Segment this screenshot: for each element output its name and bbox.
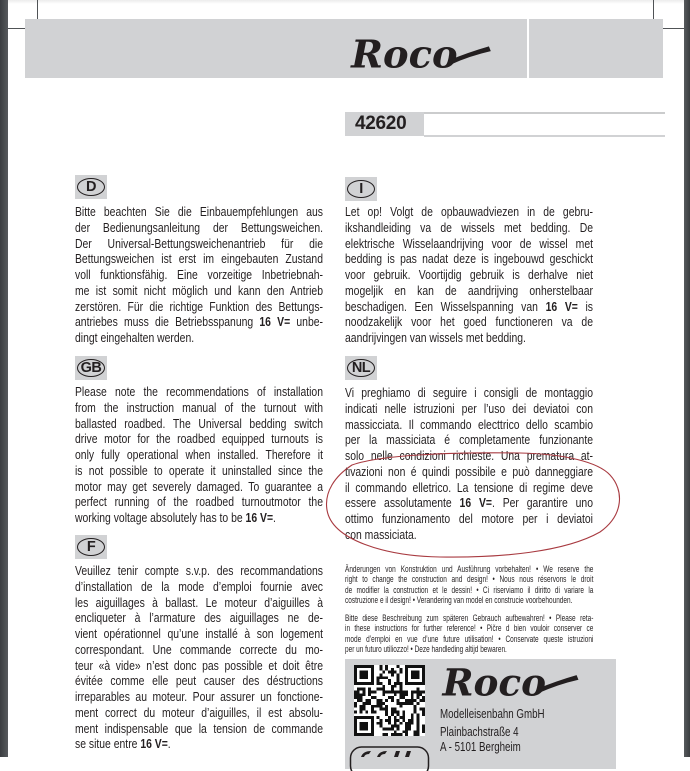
- text-line: massicciata. Il commando electtrico dello scambio: [345, 416, 593, 432]
- text-line: d’installation de la mode d’emploi fournie avec: [75, 578, 323, 594]
- text-line: Vi preghiamo di seguire i consigli de montaggio: [345, 385, 593, 400]
- text-line: mode d’emploi en vue d’une future utilisation! • Conservate queste istruzioni: [345, 633, 594, 644]
- text-line: motor may get severely damaged. To guarantee a: [75, 478, 323, 494]
- text-line: per un futuro utiliozzo! • Deze handleding altijd bewaren.: [345, 644, 507, 655]
- text-line: ment indispensable que la tension de commande: [75, 720, 323, 736]
- article-number-field: [424, 112, 665, 137]
- badge-label: D: [77, 178, 105, 196]
- text-line: costruzione e il design! • Verandering van model en construcie voorbehounden.: [345, 595, 573, 606]
- text-line: vient opérationnel qu’une installé à son logement: [75, 626, 323, 641]
- text-line: only fully operational when installed. Therefore it: [75, 447, 323, 462]
- crop-mark-top-right-horizontal: [662, 28, 684, 29]
- language-badge-nl: [345, 356, 377, 380]
- article-number-box: [345, 112, 424, 136]
- text-line: encliqueter à l’armature des aiguillages ne de-: [75, 610, 323, 626]
- qr-code: [354, 665, 425, 736]
- text-line: drive motor for the roadbed equipped turnouts is: [75, 431, 323, 447]
- language-badge-i: [345, 177, 377, 201]
- crop-mark-top-left-vertical: [37, 0, 38, 19]
- section-text-nl: [345, 385, 593, 543]
- text-line: in these instructions for further reference! • Pičre d bien vouloir conserver ce: [345, 623, 594, 634]
- text-line: se situe entre 16 V=.: [75, 736, 171, 752]
- viewer-border-right: [684, 0, 690, 757]
- text-line: bedding is pas nadat deze is ingebouwd geschickt: [345, 251, 593, 267]
- page-top-shadow: [0, 0, 690, 4]
- crop-mark-top-right-vertical: [653, 0, 654, 19]
- voltage-value: 16 V=: [140, 736, 168, 752]
- text-line: Let op! Volgt de opbauwadviezen in de gebru-: [345, 204, 593, 219]
- text-line: de modifier la construction et le dessin! • Ci riserviamo il diritto di variare la: [345, 584, 594, 595]
- header-band: [25, 19, 663, 78]
- text-line: Der Universal-Bettungsweichenantrieb für die: [75, 235, 323, 251]
- text-line: correspondant. Une commande correcte du mo-: [75, 641, 323, 657]
- text-line: der Bedienungsanleitung der Bettungsweichen.: [75, 219, 323, 235]
- footer-roco-logo-text: Roco: [441, 660, 547, 705]
- text-line: irreparables au moteur. Pour assurer un fonctione-: [75, 689, 323, 704]
- roco-logo-text: Roco: [350, 31, 458, 77]
- text-line: tivazioni non é quindi possibile e può danneggiare: [345, 463, 593, 479]
- text-line: Veuillez tenir compte s.v.p. des recommandations: [75, 563, 323, 578]
- footer-roco-logo: [440, 660, 580, 705]
- text-line: il commando elletrico. La tensione di regime deve: [345, 479, 593, 495]
- text-line: les aiguillages à ballast. Le moteur d’aiguilles à: [75, 594, 323, 610]
- header-band-separator: [527, 19, 529, 78]
- certification-mark-icon: [349, 745, 431, 771]
- language-badge-f: [75, 535, 107, 559]
- company-name: Modelleisenbahn GmbH: [440, 706, 545, 721]
- text-line: essere assolutamente 16 V=. Per garantire uno: [345, 495, 593, 511]
- text-line: Bitte diese Beschreibung zum späteren Gebrauch aufbewahren! • Please reta-: [345, 613, 594, 623]
- text-line: beschadigen. Een Wisselspanning van 16 V= is: [345, 298, 593, 314]
- voltage-value: 16 V=: [259, 314, 291, 330]
- text-line: zerstören. Für die richtige Funktion des Bettungs-: [75, 298, 323, 314]
- badge-label: GB: [77, 359, 105, 377]
- viewer-border-left: [0, 0, 8, 757]
- text-line: Bitte beachten Sie die Einbauempfehlungen aus: [75, 204, 323, 219]
- voltage-value: 16 V=: [459, 495, 492, 511]
- note-changes-reserved: [345, 564, 593, 606]
- text-line: is not possible to operate it uninstalled since the: [75, 462, 323, 478]
- text-line: aandrijvingen van wissels met bedding.: [345, 330, 526, 345]
- text-line: Please note the recommendations of installation: [75, 384, 323, 399]
- text-line: solo nelle condizioni richieste. Una prematura at-: [345, 448, 593, 463]
- text-line: ment correct du moteur d’aiguilles, il est absolu-: [75, 704, 323, 720]
- text-line: dingt eingehalten werden.: [75, 330, 195, 345]
- text-line: noodzakelijk voor het goed functioneren va de: [345, 314, 593, 330]
- section-text-f: [75, 563, 323, 752]
- text-line: per la massiciata é completamente funzionante: [345, 432, 593, 448]
- text-line: me ist somit nicht möglich und kann den Antrieb: [75, 282, 323, 298]
- badge-label: NL: [347, 359, 375, 377]
- voltage-value: 16 V=: [245, 510, 274, 525]
- note-keep-instructions: [345, 613, 593, 655]
- section-text-d: [75, 204, 323, 346]
- text-line: indicati nelle istruzioni per l’uso dei deviatoi con: [345, 400, 593, 416]
- badge-label: I: [347, 180, 375, 198]
- company-city: A - 5101 Bergheim: [440, 739, 521, 754]
- text-line: from the instruction manual of the turnout with: [75, 399, 323, 415]
- text-line: ikshandleiding va de wissels met bedding. De: [345, 219, 593, 235]
- text-line: voll funktionsfähig. Eine vorzeitige Inbetriebnah-: [75, 267, 323, 282]
- company-street: Plainbachstraße 4: [440, 724, 519, 739]
- text-line: ottimo funzionamento del motore per i deviatoi: [345, 511, 593, 526]
- language-badge-d: [75, 175, 107, 199]
- text-line: teur «à vide» n’est donc pas possible et doit être: [75, 657, 323, 673]
- text-line: elektrische Wisselaandrijving voor de wissel met: [345, 235, 593, 251]
- roco-logo: [347, 31, 494, 77]
- text-line: Änderungen von Konstruktion und Ausführung vorbehalten! • We reserve the: [345, 564, 594, 574]
- section-text-gb: [75, 384, 323, 526]
- voltage-value: 16 V=: [545, 298, 578, 314]
- text-line: right to change the construction and design! • Nous nous réservons le droit: [345, 574, 594, 585]
- text-line: ballasted roadbed. The Universal bedding switch: [75, 415, 323, 431]
- text-line: voor gebruik. Voortijdig gebruik is derhalve niet: [345, 267, 593, 282]
- text-line: mogeljik en kan de aandrijving onherstelbaar: [345, 282, 593, 298]
- text-line: working voltage absolutely has to be 16 V=.: [75, 510, 276, 525]
- text-line: antriebes muss die Betriebsspanung 16 V= unbe-: [75, 314, 323, 330]
- section-text-i: [345, 204, 593, 346]
- language-badge-gb: [75, 356, 107, 380]
- text-line: con massiciata.: [345, 526, 417, 542]
- badge-label: F: [77, 538, 105, 556]
- text-line: Bettungsweichen ist erst im eingebauten Zustand: [75, 251, 323, 267]
- article-number: 42620: [355, 113, 407, 134]
- text-line: évitée comme elle peut causer des déstructions: [75, 673, 323, 689]
- text-line: perfect running of the roadbed turnoutmotor the: [75, 494, 323, 510]
